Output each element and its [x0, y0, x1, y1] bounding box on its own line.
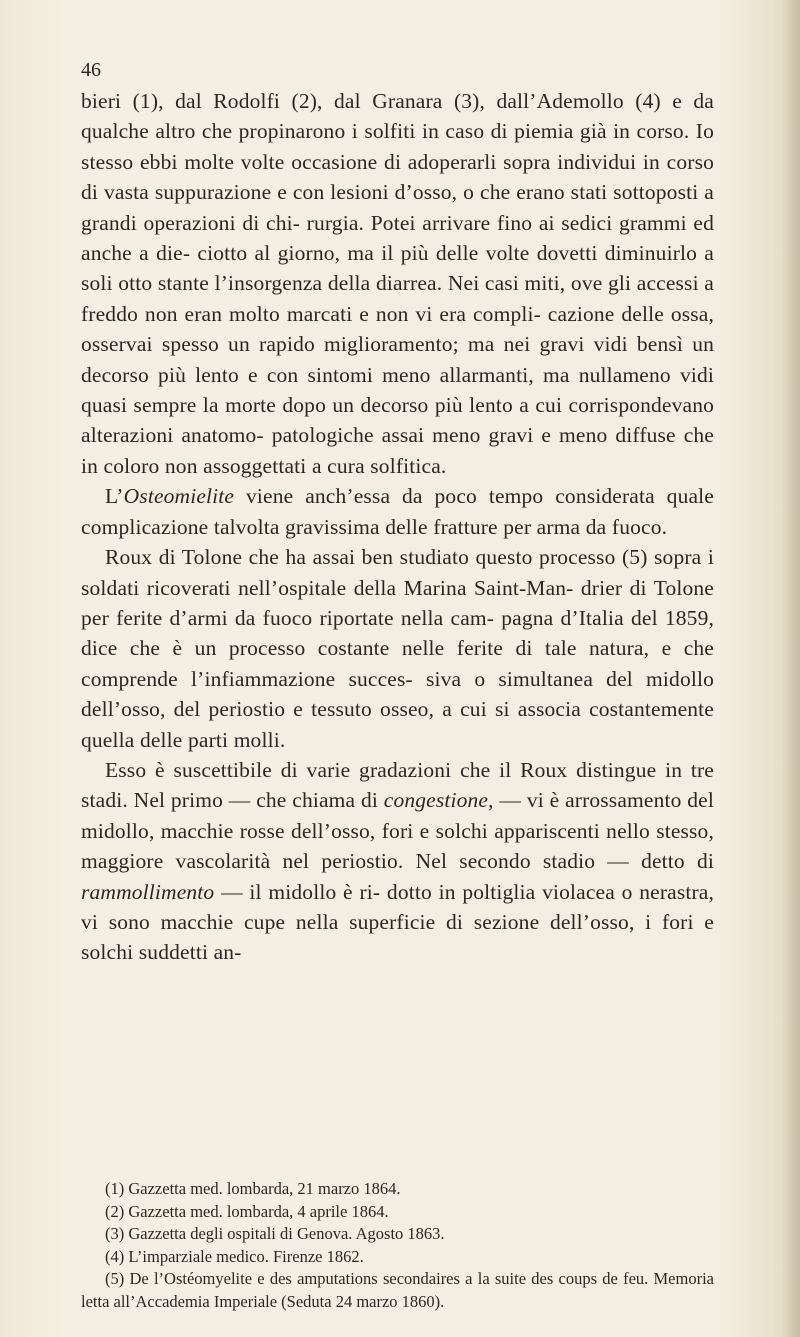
- paragraph-1: [81, 86, 714, 481]
- footnote-1: (1) Gazzetta med. lombarda, 21 marzo 1864.: [105, 1179, 401, 1198]
- paragraph-4: [81, 755, 714, 968]
- footnote-5: [81, 1268, 714, 1313]
- paragraph-4-part3: — il midollo è ri- dotto in poltiglia violacea o nerastra, vi sono macchie cupe nella superficie di sezione dell’osso, i fori e solchi suddetti an-: [81, 879, 714, 965]
- paragraph-1-text: bieri (1), dal Rodolfi (2), dal Granara (3), dall’Ademollo (4) e da qualche altro che propinarono i solfiti in caso di piemia già in corso. Io stesso ebbi molte volte occasione di adoperarli sopra individui in corso di vasta suppurazione e con lesioni d’osso, o che erano stati sottoposti a grandi operazioni di chi- rurgia. Potei arrivare fino ai sedici grammi ed anche a die- ciotto al giorno, ma il più delle volte dovetti diminuirlo a soli otto stante l’insorgenza della diarrea. Nei casi miti, ove gli accessi a freddo non eran molto marcati e non vi era compli- cazione delle ossa, osservai spesso un rapido miglioramento; ma nei gravi vidi bensì un decorso più lento e con sintomi meno allarmanti, ma nullameno vidi quasi sempre la morte dopo un decorso più lento a cui corrispondevano alterazioni anatomo- patologiche assai meno gravi e meno diffuse che in coloro non assoggettati a cura solfitica.: [81, 89, 714, 478]
- footnotes: [81, 1178, 714, 1313]
- paragraph-4-part2: , — vi è arrossamento del midollo, macchie rosse dell’osso, fori e solchi appariscenti nello stesso, maggiore vascolarità nel periostio. Nel secondo stadio — detto di: [81, 788, 714, 874]
- paragraph-4-part1: Esso è suscettibile di varie gradazioni che il Roux distingue in tre stadi. Nel primo — che chiama di: [81, 757, 714, 813]
- footnote-5-text: (5) De l’Ostéomyelite e des amputations secondaires a la suite des coups de feu. Memoria letta all’Accademia Imperiale (Seduta 24 marzo 1860).: [81, 1269, 714, 1311]
- footnote-2: (2) Gazzetta med. lombarda, 4 aprile 1864.: [105, 1201, 389, 1221]
- paragraph-3: [81, 542, 714, 755]
- paragraph-2-text: viene anch’essa da poco tempo considerata quale complicazione talvolta gravissima delle fratture per arma da fuoco.: [81, 484, 714, 539]
- paragraph-3-text: Roux di Tolone che ha assai ben studiato questo processo (5) sopra i soldati ricoverati nell’ospitale della Marina Saint-Man- drier di Tolone per ferite d’armi da fuoco riportate nella cam- pagna d’Italia del 1859, dice che è un processo costante nelle ferite di tale natura, e che comprende l’infiammazione succes- siva o simultanea del midollo dell’osso, del periostio e tessuto osseo, a cui si associa costantemente quella delle parti molli.: [81, 545, 714, 752]
- main-text: [81, 86, 714, 968]
- paragraph-4-italic-rammollimento: rammollimento: [81, 879, 215, 904]
- footnote-4: (4) L’imparziale medico. Firenze 1862.: [105, 1246, 364, 1266]
- paragraph-2: [81, 481, 714, 542]
- paragraph-2-italic-term: Osteomielite: [123, 484, 235, 509]
- page-edge-shadow: [782, 0, 800, 1337]
- footnote-3: (3) Gazzetta degli ospitali di Genova. Agosto 1863.: [105, 1224, 445, 1243]
- page-number: 46: [81, 59, 101, 81]
- paragraph-4-italic-congestione: congestione: [383, 788, 489, 813]
- paragraph-2-prefix: L’: [105, 484, 124, 509]
